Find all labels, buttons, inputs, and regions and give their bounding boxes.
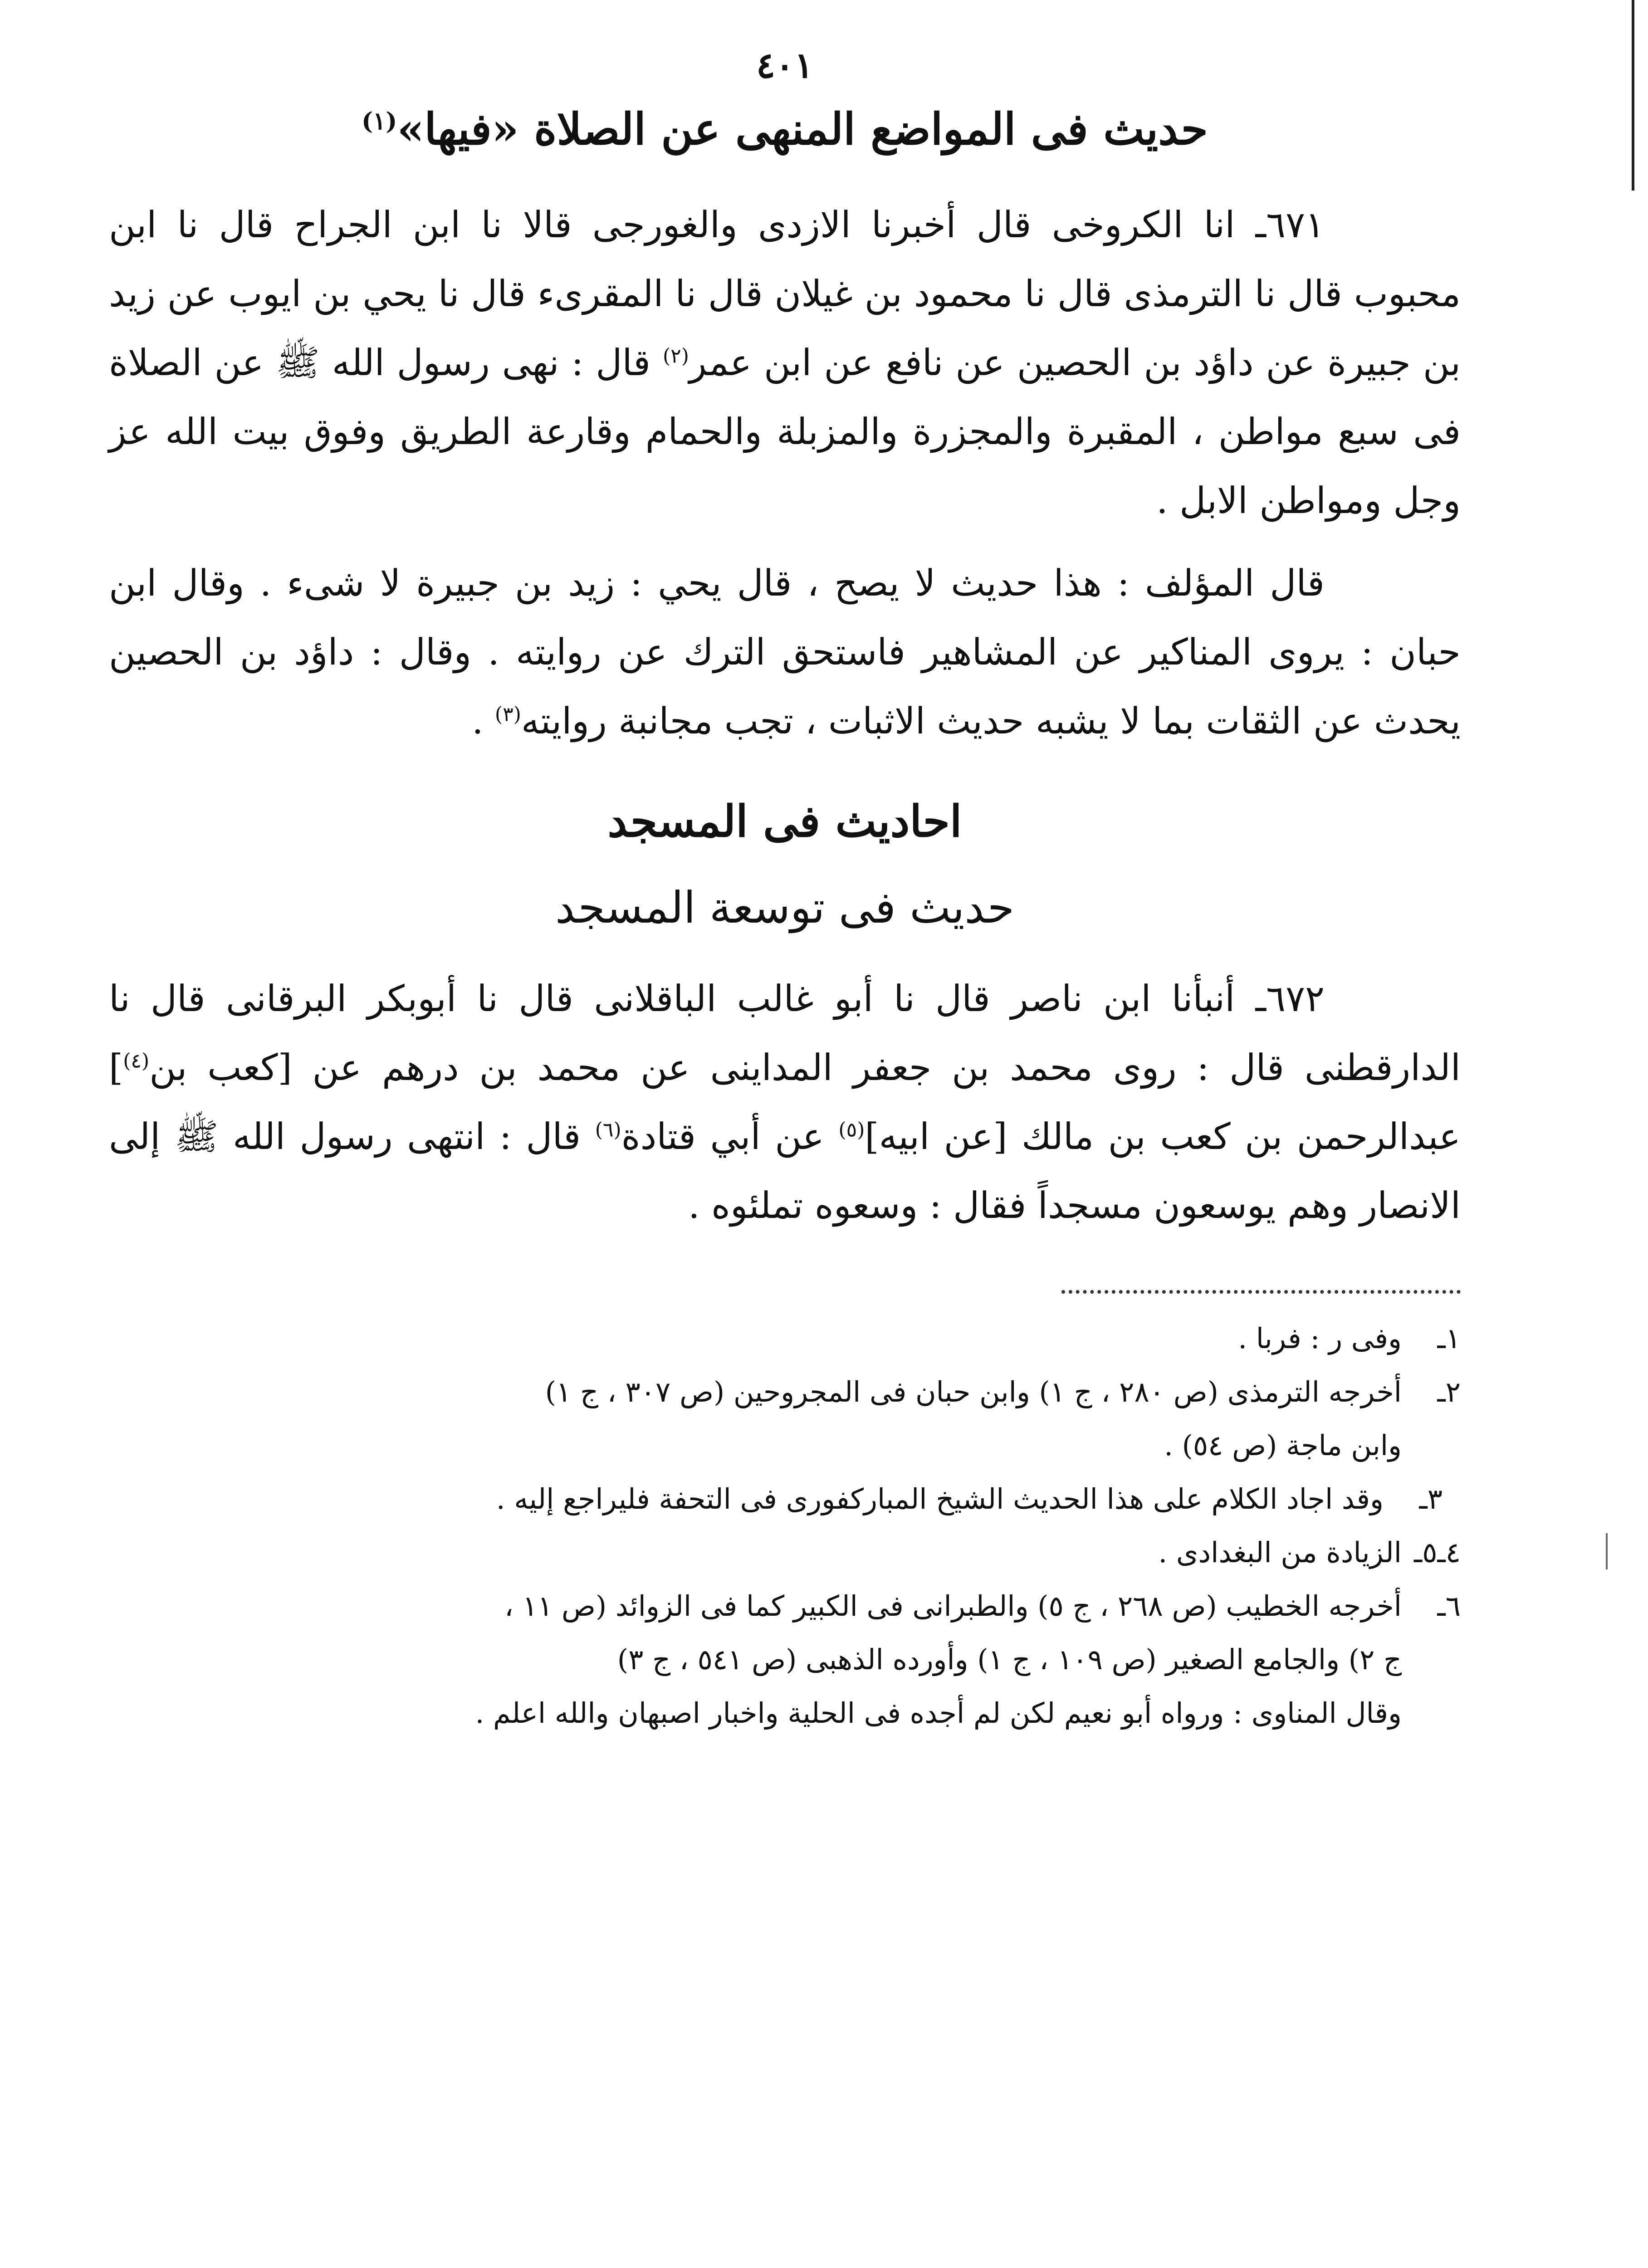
footnote-text: ج ٢) والجامع الصغير (ص ١٠٩ ، ج ١) وأورده الذهبى (ص ٥٤١ ، ج ٣) <box>617 1643 1402 1676</box>
footnote-text: أخرجه الخطيب (ص ٢٦٨ ، ج ٥) والطبرانى فى الكبير كما فى الزوائد (ص ١١ ، <box>504 1589 1402 1623</box>
footnote-ref-3: (٣) <box>494 703 521 726</box>
hadith-672-part-b: ] عبدالرحمن بن كعب بن مالك [عن ابيه] <box>109 1046 1461 1158</box>
hadith-671-paragraph <box>109 191 1461 535</box>
page-edge-binding-line <box>1632 0 1634 191</box>
footnote-continuation <box>109 1419 1461 1472</box>
footnote-text: وقال المناوى : ورواه أبو نعيم لكن لم أجده فى الحلية واخبار اصبهان والله اعلم . <box>475 1696 1402 1730</box>
footnote-continuation <box>109 1633 1461 1686</box>
page-edge-mark <box>1606 1533 1608 1569</box>
footnote-item <box>109 1526 1461 1579</box>
footnote-ref-4: (٤) <box>123 1049 150 1073</box>
footnote-text: أخرجه الترمذى (ص ٢٨٠ ، ج ١) وابن حبان فى المجروحين (ص ٣٠٧ ، ج ١) <box>545 1375 1402 1408</box>
footnote-number: ٦ـ <box>1437 1589 1461 1623</box>
footnote-item <box>109 1365 1461 1419</box>
commentary-text: قال المؤلف : هذا حديث لا يصح ، قال يحي : زيد بن جبيرة لا شىء . وقال ابن حبان : يروى المناكير عن المشاهير فاستحق الترك عن روايته . وقال : داؤد بن الحصين يحدث عن الثقات بما لا يشبه حديث الاثبات ، تجب مجانبة روايته <box>109 562 1461 742</box>
hadith-672-part-d: قال : انتهى رسول الله ﷺ إلى الانصار وهم يوسعون مسجداً فقال : وسعوه تملئوه . <box>109 1115 1461 1227</box>
footnote-number <box>1402 1686 1461 1740</box>
hadith-672-paragraph <box>109 964 1461 1240</box>
footnote-number: ٢ـ <box>1437 1375 1461 1408</box>
footnote-item <box>109 1312 1461 1365</box>
footnote-ref-2: (٢) <box>662 344 689 368</box>
footnote-number <box>1402 1633 1461 1686</box>
footnote-ref-5: (٥) <box>838 1118 865 1142</box>
footnote-continuation <box>109 1686 1461 1740</box>
section-heading-prayer-places <box>109 95 1461 163</box>
footnote-number: ٤ـ٥ـ <box>1414 1536 1461 1569</box>
footnote-text: وابن ماجة (ص ٥٤) . <box>1164 1429 1402 1462</box>
page-number: ٤٠١ <box>756 45 813 86</box>
footnote-item <box>109 1472 1461 1526</box>
commentary-end: . <box>472 700 495 742</box>
footnote-item <box>109 1579 1461 1633</box>
footnotes <box>109 1312 1461 1740</box>
page-content <box>109 41 1461 1740</box>
section-heading-mosque-expansion: حديث فى توسعة المسجد <box>555 882 1015 933</box>
section-heading-mosque-hadiths: احاديث فى المسجد <box>607 796 962 847</box>
hadith-671-matn: قال : نهى رسول الله ﷺ عن الصلاة فى سبع مواطن ، المقبرة والمجزرة والمزبلة والحمام وقارعة الطريق وفوق بيت الله عز وجل ومواطن الابل . <box>109 342 1461 522</box>
footnote-text: وقد اجاد الكلام على هذا الحديث الشيخ المباركفورى فى التحفة فليراجع إليه . <box>496 1482 1384 1515</box>
footnote-number: ١ـ <box>1437 1322 1461 1355</box>
hadith-672-part-c: عن أبي قتادة <box>621 1115 839 1158</box>
hadith-672-part-a: ٦٧٢ـ أنبأنا ابن ناصر قال نا أبو غالب الباقلانى قال نا أبوبكر البرقانى قال نا الدارقطنى قال : روى محمد بن جعفر المداينى عن محمد بن درهم عن [كعب بن <box>109 978 1461 1089</box>
author-commentary-paragraph <box>109 549 1461 756</box>
footnote-number <box>1402 1419 1461 1472</box>
footnote-text: وفى ر : فربا . <box>1238 1322 1402 1355</box>
footnote-separator <box>1061 1290 1461 1294</box>
footnote-number: ٣ـ <box>1419 1482 1443 1515</box>
hadith-671-isnad: ٦٧١ـ انا الكروخى قال أخبرنا الازدى والغورجى قالا نا ابن الجراح قال نا ابن محبوب قال نا الترمذى قال نا محمود بن غيلان قال نا المقرىء قال نا يحي بن ايوب عن زيد بن جبيرة عن داؤد بن الحصين عن نافع عن ابن عمر <box>109 204 1461 384</box>
footnote-ref-6: (٦) <box>595 1118 621 1142</box>
heading-text: حديث فى المواضع المنهى عن الصلاة «فيها» <box>397 103 1208 155</box>
footnote-ref-1: (١) <box>362 107 397 135</box>
footnote-text: الزيادة من البغدادى . <box>1158 1536 1402 1569</box>
